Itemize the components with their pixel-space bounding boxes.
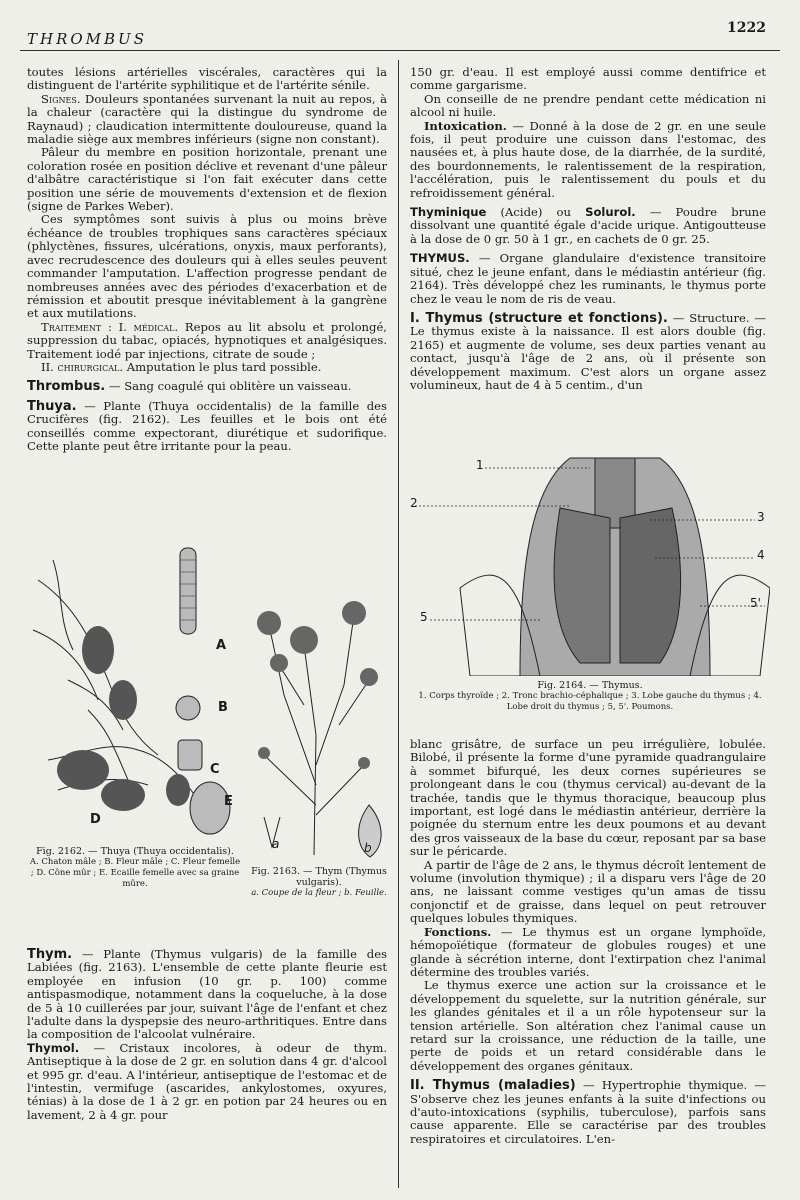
section1-intro: — Structure. — Le thymus existe à la naissance. Il est alors double (fig. 2165) et augmente de volume, ses deux parties venant au contact, jusqu'à l'âge de 2 ans, où il présente son développement maximum. C'est alors un organe assez volumineux, haut de 4 à 5 centim., d'un [410,310,767,392]
thyminique-connector: (Acide) ou [486,205,586,220]
fig2164-label-5: 5 [420,610,428,624]
intoxication-paragraph [410,120,766,200]
fig2162-letter-a: A [216,638,227,653]
thymol-definition: — Cristaux incolores, à odeur de thym. Antiseptique à la dose de 2 gr. en solution dans 4 gr. d'alcool et 995 gr. d'eau. A l'intérieur, antiseptique de l'estomac et de l'intestin, vermifuge (ascarides, ankylostomes, oxyures, ténias) à la dose de 1 à 2 gr. en potion par 24 heures ou en lavement, 2 à 4 gr. pour [27,1040,387,1122]
section2-title: II. Thymus (maladies) [410,1078,576,1094]
thyminique-term: Thyminique [410,205,487,220]
fig2164-label-4: 4 [757,548,765,562]
fonctions-paragraph [410,926,766,980]
intro-paragraph: toutes lésions artérielles viscérales, caractères qui la distinguent de l'artérite syphilitique et de l'artérite sénile. [27,65,387,93]
thymus-maladies-section [410,1079,766,1146]
right-column-bottom [410,738,766,1146]
symptomes-paragraph: Ces symptômes sont suivis à plus ou moins brève échéance de troubles trophiques sans caractères spéciaux (phlyctènes, fissures, ulcérations, onyxis, maux perforants), avec recrudescence des douleurs qui à elles seules peuvent commander l'amputation. L'affection progresse pendant de nombreuses années avec des périodes d'exacerbation et de rémission et aboutit presque inévitablement à la gangrène et aux mutilations. [27,212,387,321]
fonctions-text: — Le thymus est un organe lymphoïde, hémopoïétique (formateur de globules rouges) et une glande à sécrétion interne, dont l'extirpation chez l'animal détermine des troubles variés. [410,924,766,979]
fig2164-label-5-prime: 5' [750,596,761,610]
figure-2163-thym [244,585,392,863]
chirurgical-paragraph [27,361,387,374]
fig2164-title: Fig. 2164. — Thymus. [537,680,643,691]
section1-title: I. Thymus (structure et fonctions). [410,310,668,326]
thymol-term: Thymol. [27,1040,80,1055]
fig2163-caption [244,866,394,899]
thymus-entry [410,252,766,306]
right-column-top [410,66,766,392]
thrombus-entry [27,380,387,393]
thymus-structure-section [410,312,766,392]
fonctions-label: Fonctions. [424,924,492,939]
signes-paragraph [27,93,387,147]
thym-entry [27,948,387,1042]
thuya-definition: — Plante (Thuya occidentalis) de la famille des Crucifères (fig. 2162). Les feuilles et le bois ont été conseillés comme expectorant, diurétique et sudorifique. Cette plante peut être irritante pour la peau. [27,398,387,453]
fig2163-letter-b: b [364,841,372,855]
chirurgical-text: Amputation le plus tard possible. [123,359,322,374]
fig2163-title: Fig. 2163. — Thym (Thymus vulgaris). [251,866,387,888]
traitement-text: Repos au lit absolu et prolongé, suppression du tabac, opiacés, hypnotiques et analgésiques. Traitement iodé par injections, citrate de soude ; [27,319,387,361]
solurol-term: Solurol. [585,205,636,220]
fig2164-caption [410,680,770,713]
column-rule [398,60,399,1188]
paleur-paragraph: Pâleur du membre en position horizontale, prenant une coloration rosée en position déclive et revenant d'une pâleur d'albâtre caractéristique si l'on fait exécuter dans cette position une série de mouvements d'extension et de flexion (signe de Parkes Weber). [27,145,387,214]
fig2164-label-3: 3 [757,510,765,524]
left-column-bottom [27,948,387,1122]
thuya-term: Thuya. [27,398,77,414]
running-head: THROMBUS [27,30,147,48]
figure-2164-thymus [410,448,770,676]
thymol-entry [27,1042,387,1122]
left-column-top [27,66,387,453]
fig2162-letter-b: B [218,700,228,715]
thrombus-term: Thrombus. [27,379,106,395]
fig2164-label-1: 1 [476,458,484,472]
fig2162-title: Fig. 2162. — Thuya (Thuya occidentalis). [36,846,234,857]
signes-text: Douleurs spontanées survenant la nuit au repos, à la chaleur (caractère qui la distingue du syndrome de Raynaud) ; claudication intermittente douloureuse, quand la maladie siège aux membres inférieurs (signe non constant). [27,91,387,147]
fig2163-legend: a. Coupe de la fleur ; b. Feuille. [251,888,387,898]
thymol-continuation: 150 gr. d'eau. Il est employé aussi comme dentifrice et comme gargarisme. [410,65,766,93]
fig2162-letter-e: E [224,794,233,809]
thym-term: Thym. [27,947,73,962]
thyminique-definition: — Poudre brune dissolvant une quantité égale d'acide urique. Antigoutteuse à la dose de 0 gr. 50 à 1 gr., en cachets de 0 gr. 25. [410,205,767,246]
blanc-paragraph: blanc grisâtre, de surface un peu irrégulière, lobulée. Bilobé, il présente la forme d'une pyramide quadrangulaire à sommet bifurqué, les deux cornes supérieures se prolongeant dans le cou (thymus cervical) au-devant de la trachée, tandis que le thymus thoracique, beaucoup plus important, est logé dans le médiastin antérieur, derrière la poignée du sternum entre les deux poumons et au devant des gros vaisseaux de la base du cœur, reposant par sa base sur le péricarde. [410,737,766,859]
thrombus-definition: — Sang coagulé qui oblitère un vaisseau. [105,379,352,394]
exerce-paragraph: Le thymus exerce une action sur la croissance et le développement du squelette, sur la nutrition générale, sur les glandes génitales et il a un rôle hypotenseur sur la tension artérielle. Son altération chez l'animal cause un retard sur la croissance, une réduction de la taille, une perte de poids et un retard considérable dans le développement des organes génitaux. [410,978,766,1073]
traitement-paragraph [27,321,387,361]
thym-definition: — Plante (Thymus vulgaris) de la famille des Labiées (fig. 2163). L'ensemble de cette plante fleurie est employée en infusion (10 gr. p. 100) comme antispasmodique, notamment dans la coqueluche, à la dose de 5 à 10 cuillerées par jour, suivant l'âge de l'enfant et chez l'adulte dans la dyspepsie des neuro-arthritiques. Entre dans la composition de l'alcoolat vulnéraire. [27,947,387,1042]
fig2162-legend: A. Chaton mâle ; B. Fleur mâle ; C. Fleur femelle ; D. Cône mûr ; E. Ecaille femelle avec sa graine mûre. [29,857,241,889]
figure-2162-thuya [28,540,238,840]
fig2162-caption [28,846,242,890]
intoxication-label: Intoxication. [424,118,507,133]
signes-label: Signes. [41,91,81,106]
section2-text: — Hypertrophie thymique. — S'observe chez les jeunes enfants à la suite d'infections ou d'auto-intoxications (syphilis, tuberculose), parfois sans cause apparente. Elle se caractérise par des troubles respiratoires et circulatoires. L'en- [410,1078,767,1146]
fig2164-legend: 1. Corps thyroïde ; 2. Tronc brachio-céphalique ; 3. Lobe gauche du thymus ; 4. Lobe droit du thymus ; 5, 5'. Poumons. [418,691,762,712]
fig2163-letter-a: a [272,837,280,851]
page-number: 1222 [727,20,766,36]
thuya-entry [27,400,387,454]
apartir-paragraph: A partir de l'âge de 2 ans, le thymus décroît lentement de volume (involution thymique) ; il a disparu vers l'âge de 20 ans, ne laissant comme vestiges qu'un amas de tissu conjonctif et de graisse, dans lequel on peut retrouver quelques lobules thymiques. [410,857,766,926]
conseille-paragraph: On conseille de ne prendre pendant cette médication ni alcool ni huile. [410,91,766,120]
thuya-illustration [28,540,238,840]
chirurgical-label: II. chirurgical. [41,359,124,374]
traitement-label: Traitement : I. médical. [41,319,179,334]
fig2162-letter-d: D [90,812,101,827]
intoxication-text: — Donné à la dose de 2 gr. en une seule fois, il peut produire une cuisson dans l'estomac, des nausées et, à plus haute dose, de la diarrhée, de la surdité, des bourdonnements, le ralentissement de la respiration, l'accélération, puis le ralentissement du pouls et du refroidissement général. [410,118,766,200]
thym-illustration [244,585,392,863]
fig2162-letter-c: C [210,762,220,777]
header-rule [20,50,780,51]
thyminique-entry [410,206,766,246]
thymus-term: THYMUS. [410,251,470,266]
fig2164-label-2: 2 [410,496,418,510]
thymus-definition: — Organe glandulaire d'existence transitoire situé, chez le jeune enfant, dans le médiastin antérieur (fig. 2164). Très développé chez les ruminants, le thymus porte chez le veau le nom de ris de veau. [410,251,766,306]
thymus-illustration [410,448,770,676]
